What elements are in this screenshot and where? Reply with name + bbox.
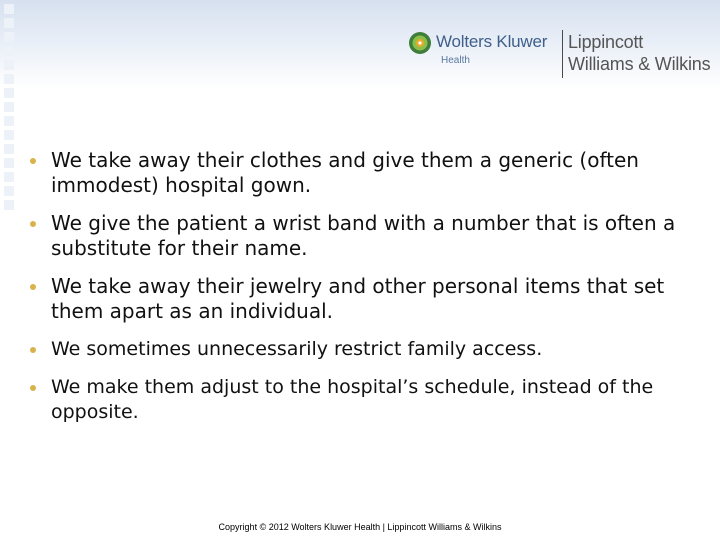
- bullet-list: [28, 148, 700, 438]
- bullet-icon: [30, 385, 36, 391]
- bullet-item: [28, 375, 700, 425]
- decorative-strip: [0, 0, 26, 540]
- copyright-footer: Copyright © 2012 Wolters Kluwer Health | Lippincott Williams & Wilkins: [218, 522, 502, 532]
- bullet-item: [28, 211, 700, 261]
- publisher-name-line2: Williams & Wilkins: [568, 54, 711, 74]
- bullet-icon: [30, 347, 36, 353]
- bullet-icon: [30, 284, 36, 290]
- bullet-text: We give the patient a wrist band with a number that is often a substitute for their name.: [51, 211, 676, 260]
- publisher-logo: [408, 28, 718, 80]
- globe-icon: [408, 31, 432, 55]
- bullet-text: We take away their clothes and give them a generic (often immodest) hospital gown.: [51, 148, 639, 197]
- publisher-name-line1: Lippincott: [568, 32, 644, 52]
- bullet-item: [28, 337, 700, 362]
- bullet-item: [28, 148, 700, 198]
- bullet-item: [28, 274, 700, 324]
- bullet-text: We make them adjust to the hospital’s schedule, instead of the opposite.: [51, 376, 654, 423]
- bullet-icon: [30, 221, 36, 227]
- bullet-text: We take away their jewelry and other personal items that set them apart as an individual.: [51, 274, 665, 323]
- bullet-text: We sometimes unnecessarily restrict family access.: [51, 338, 543, 360]
- logo-divider: [562, 30, 563, 78]
- brand-division: Health: [441, 55, 470, 66]
- bullet-icon: [30, 158, 36, 164]
- brand-name: Wolters Kluwer: [436, 32, 548, 51]
